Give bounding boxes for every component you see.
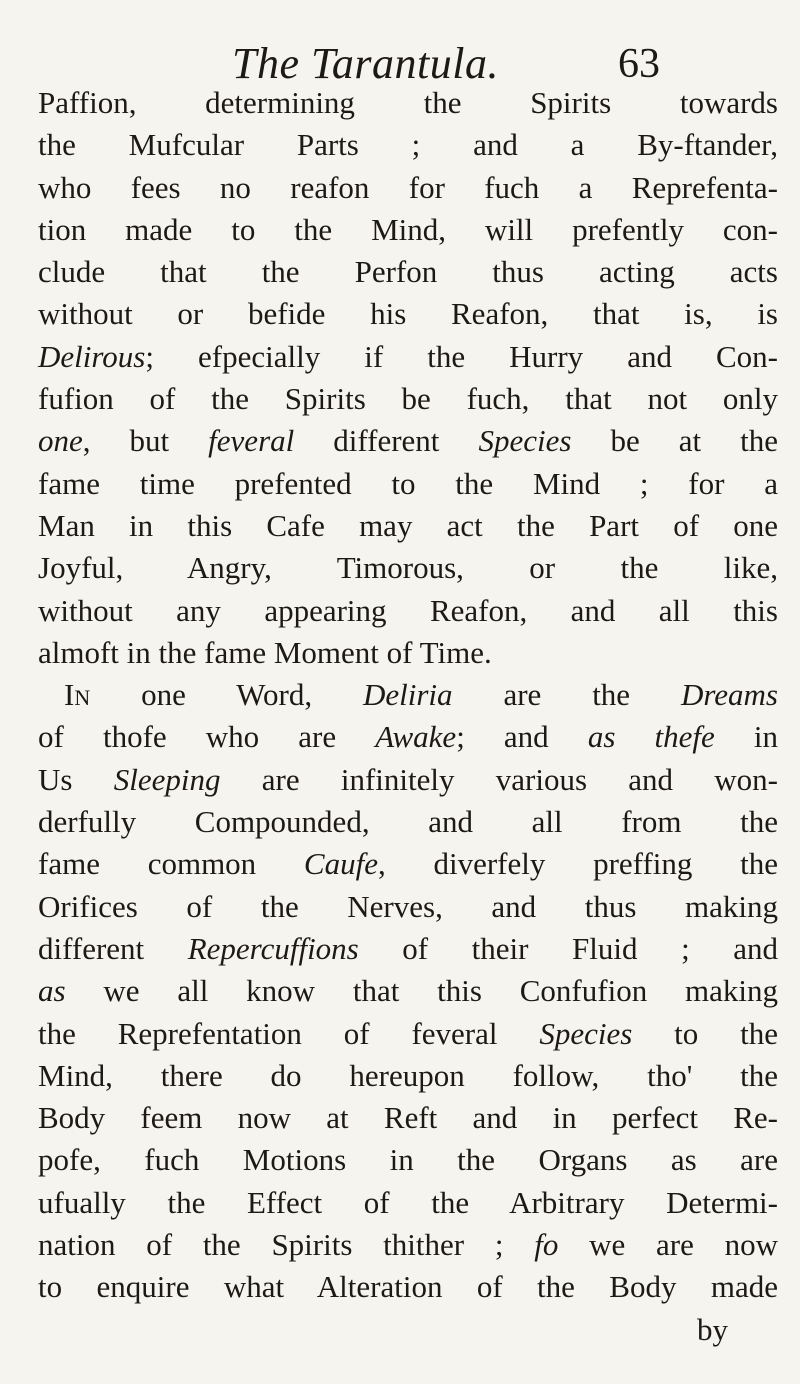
italic-text: Species [478, 423, 572, 459]
italic-text: Sleeping [113, 761, 221, 797]
italic-text: Deliria [362, 677, 453, 713]
text-run: in [714, 719, 779, 755]
text-run: the Mufcular Parts ; and a By-ftander, [38, 127, 778, 163]
italic-text: fo [534, 1227, 559, 1263]
text-run: nation of the Spirits thither ; [38, 1227, 535, 1263]
text-line [38, 970, 778, 1012]
text-run: without any appearing Reafon, and all this [38, 592, 778, 628]
italic-text: as [38, 973, 66, 1009]
italic-text: Species [539, 1015, 633, 1051]
text-run: Body feem now at Reft and in perfect Re- [38, 1100, 778, 1136]
text-run: to enquire what Alteration of the Body made [38, 1269, 778, 1305]
text-line [38, 1139, 778, 1181]
italic-text: Caufe [303, 846, 378, 882]
text-line [38, 1097, 778, 1139]
text-run: we are now [558, 1227, 778, 1263]
text-line [38, 1182, 778, 1224]
text-line [38, 293, 778, 335]
text-run: Paffion, determining the Spirits towards [38, 85, 778, 120]
catchword: by [697, 1311, 728, 1347]
text-line [38, 251, 778, 293]
text-run: Joyful, Angry, Timorous, or the like, [38, 550, 778, 586]
text-run: tion made to the Mind, will prefently con- [38, 211, 778, 247]
text-line [38, 632, 778, 674]
text-line [38, 463, 778, 505]
running-title: The Tarantula. [232, 39, 500, 88]
text-line [38, 82, 778, 124]
body-text [38, 82, 778, 1351]
text-run: Mind, there do hereupon follow, tho' the [38, 1057, 778, 1093]
text-line [38, 1055, 778, 1097]
text-line [38, 886, 778, 928]
text-line [38, 674, 778, 716]
italic-text: Repercuffions [187, 930, 359, 966]
text-line [38, 1266, 778, 1308]
text-run: who fees no reafon for fuch a Reprefenta- [38, 169, 778, 205]
text-run: ; efpecially if the Hurry and Con- [145, 338, 778, 374]
text-run: Orifices of the Nerves, and thus making [38, 888, 778, 924]
text-run: Us [38, 761, 114, 797]
text-run: are the [452, 677, 681, 713]
text-line [38, 209, 778, 251]
text-run: to the [632, 1015, 778, 1051]
text-line [38, 716, 778, 758]
text-run: different [294, 423, 479, 459]
text-run: of thofe who are [38, 719, 376, 755]
italic-text: feveral [208, 423, 295, 459]
text-line [38, 420, 778, 462]
text-run: of their Fluid ; and [358, 930, 778, 966]
italic-text: Delirous [38, 338, 146, 374]
text-run: pofe, fuch Motions in the Organs as are [38, 1142, 778, 1178]
text-line [38, 505, 778, 547]
text-run: almoft in the fame Moment of Time. [38, 634, 492, 670]
text-run: fufion of the Spirits be fuch, that not only [38, 381, 778, 417]
text-run: are infinitely various and won- [220, 761, 779, 797]
text-line [38, 1013, 778, 1055]
small-caps-text: In [64, 677, 91, 713]
text-line [38, 547, 778, 589]
text-run: ; and [456, 719, 588, 755]
text-line [38, 928, 778, 970]
text-run: derfully Compounded, and all from the [38, 804, 778, 840]
text-line [38, 124, 778, 166]
text-run: , diverfely preffing the [377, 846, 778, 882]
text-run: one Word, [90, 677, 363, 713]
text-line [38, 1224, 778, 1266]
text-line [38, 759, 778, 801]
text-line [38, 843, 778, 885]
text-run: different [38, 930, 188, 966]
page-number: 63 [618, 41, 660, 87]
text-line [38, 336, 778, 378]
text-run: , but [82, 423, 209, 459]
text-run: without or befide his Reafon, that is, is [38, 296, 778, 332]
text-line [38, 590, 778, 632]
text-run: Man in this Cafe may act the Part of one [38, 507, 778, 543]
text-line [38, 378, 778, 420]
text-run: fame time prefented to the Mind ; for a [38, 465, 778, 501]
text-run: the Reprefentation of feveral [38, 1015, 540, 1051]
italic-text: as thefe [587, 719, 715, 755]
italic-text: one [38, 423, 83, 459]
italic-text: Dreams [680, 677, 778, 713]
text-line [38, 167, 778, 209]
italic-text: Awake [375, 719, 457, 755]
text-run: clude that the Perfon thus acting acts [38, 254, 778, 290]
text-run: be at the [571, 423, 778, 459]
text-run: we all know that this Confufion making [65, 973, 778, 1009]
text-run: ufually the Effect of the Arbitrary Determi- [38, 1184, 778, 1220]
text-line [38, 801, 778, 843]
text-run: fame common [38, 846, 304, 882]
